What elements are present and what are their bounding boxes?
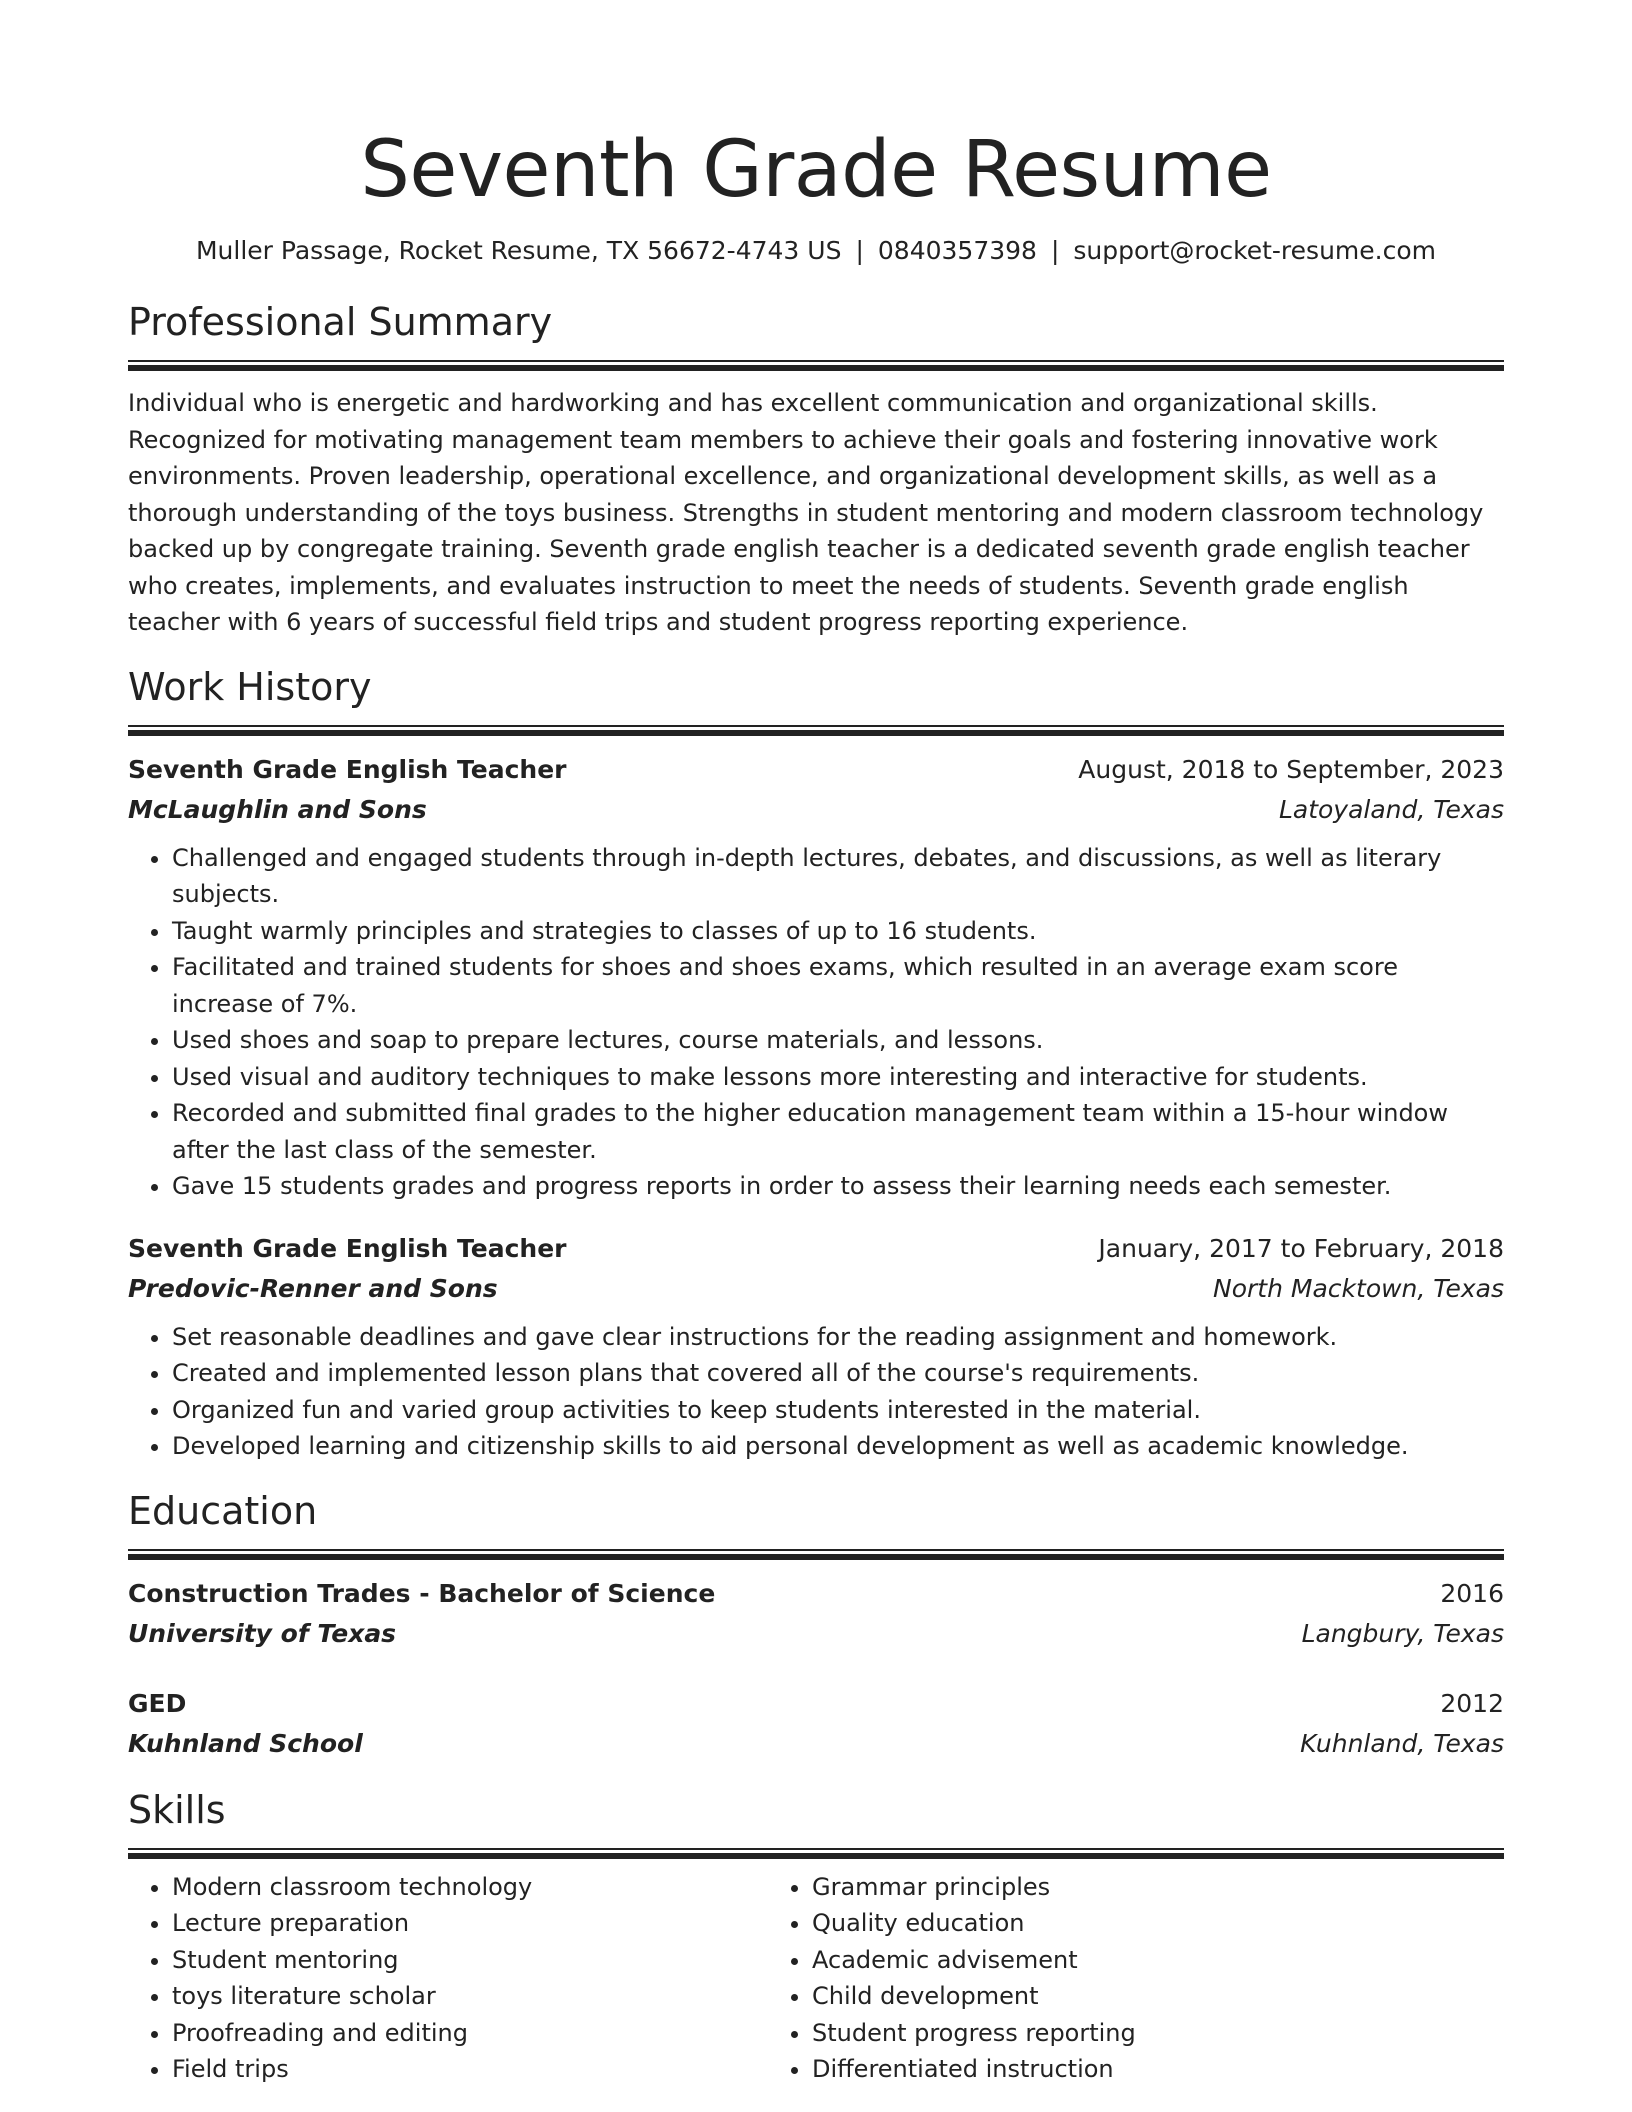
skills-list-left <box>128 1869 762 2088</box>
phone-text: 0840357398 <box>877 236 1037 265</box>
education-school-row <box>128 1724 1504 1764</box>
job-bullets <box>128 840 1504 1205</box>
education-section <box>128 1487 1504 1764</box>
job-entry <box>128 750 1504 1205</box>
skill-item: • Child development <box>812 1978 1396 2015</box>
education-header-row <box>128 1574 1504 1614</box>
contact-line <box>128 234 1504 268</box>
education-entry <box>128 1574 1504 1654</box>
skill-item: • Proofreading and editing <box>172 2015 762 2052</box>
resume-title: Seventh Grade Resume <box>360 125 1272 215</box>
graduation-year: 2016 <box>1440 1578 1504 1608</box>
job-bullet: • Gave 15 students grades and progress reports in order to assess their learning needs each semester. <box>172 1168 1504 1205</box>
job-location: North Macktown, Texas <box>1213 1273 1504 1303</box>
school-location: Kuhnland, Texas <box>1300 1728 1504 1758</box>
education-header-row <box>128 1684 1504 1724</box>
job-company-row <box>128 790 1504 830</box>
education-school-row <box>128 1614 1504 1654</box>
skill-item: • Modern classroom technology <box>172 1869 762 1906</box>
section-divider <box>128 360 1504 371</box>
job-bullets <box>128 1319 1504 1465</box>
skills-grid <box>128 1869 1504 2088</box>
job-dates: August, 2018 to September, 2023 <box>1078 754 1504 784</box>
job-title: Seventh Grade English Teacher <box>128 1233 567 1263</box>
skill-item: • Academic advisement <box>812 1942 1396 1979</box>
skills-list-right <box>762 1869 1396 2088</box>
job-bullet: • Organized fun and varied group activities to keep students interested in the material. <box>172 1392 1504 1429</box>
job-company-row <box>128 1269 1504 1309</box>
job-title: Seventh Grade English Teacher <box>128 754 567 784</box>
skill-item: • Lecture preparation <box>172 1905 762 1942</box>
skill-item: • Student mentoring <box>172 1942 762 1979</box>
skill-item: • Quality education <box>812 1905 1396 1942</box>
summary-section <box>128 298 1504 641</box>
job-company: McLaughlin and Sons <box>128 794 427 824</box>
resume-page <box>128 0 1504 2088</box>
job-dates: January, 2017 to February, 2018 <box>1098 1233 1504 1263</box>
job-location: Latoyaland, Texas <box>1278 794 1504 824</box>
skills-section <box>128 1786 1504 2088</box>
job-entry <box>128 1229 1504 1465</box>
school-name: University of Texas <box>128 1618 397 1648</box>
job-company: Predovic-Renner and Sons <box>128 1273 498 1303</box>
education-entry <box>128 1684 1504 1764</box>
contact-separator: | <box>1050 236 1060 265</box>
address-text: Muller Passage, Rocket Resume, TX 56672-4743 US <box>195 236 842 265</box>
skill-item: • toys literature scholar <box>172 1978 762 2015</box>
job-bullet: • Facilitated and trained students for shoes and shoes exams, which resulted in an average exam score increase of 7%. <box>172 949 1504 1022</box>
summary-heading: Professional Summary <box>128 300 553 344</box>
section-divider <box>128 1549 1504 1560</box>
job-bullet: • Set reasonable deadlines and gave clear instructions for the reading assignment and homework. <box>172 1319 1504 1356</box>
section-divider <box>128 725 1504 736</box>
degree-title: Construction Trades - Bachelor of Science <box>128 1578 716 1608</box>
section-divider <box>128 1848 1504 1859</box>
email-text: support@rocket-resume.com <box>1073 236 1436 265</box>
contact-separator: | <box>855 236 864 265</box>
job-bullet: • Recorded and submitted final grades to the higher education management team within a 15-hour window after the last class of the semester. <box>172 1095 1504 1168</box>
work-history-heading: Work History <box>128 664 372 709</box>
skill-item: • Differentiated instruction <box>812 2051 1396 2088</box>
job-bullet: • Developed learning and citizenship skills to aid personal development as well as academic knowledge. <box>172 1428 1504 1465</box>
job-bullet: • Taught warmly principles and strategies to classes of up to 16 students. <box>172 913 1504 950</box>
skill-item: • Field trips <box>172 2051 762 2088</box>
job-bullet: • Used visual and auditory techniques to make lessons more interesting and interactive for students. <box>172 1059 1504 1096</box>
job-header-row <box>128 1229 1504 1269</box>
skills-heading: Skills <box>128 1787 226 1832</box>
job-header-row <box>128 750 1504 790</box>
school-location: Langbury, Texas <box>1301 1618 1504 1648</box>
skill-item: • Student progress reporting <box>812 2015 1396 2052</box>
education-heading: Education <box>128 1488 318 1533</box>
job-bullet: • Used shoes and soap to prepare lectures, course materials, and lessons. <box>172 1022 1504 1059</box>
summary-paragraph: Individual who is energetic and hardworking and has excellent communication and organizational skills. Recognized for motivating management team members to achieve their goals and fostering innovative work environments. Proven leadership, operational excellence, and organizational development skills, as well as a thorough understanding of the toys business. Strengths in student mentoring and modern classroom technology backed up by congregate training. Seventh grade english teacher is a dedicated seventh grade english teacher who creates, implements, and evaluates instruction to meet the needs of students. Seventh grade english teacher with 6 years of successful field trips and student progress reporting experience. <box>128 389 1484 636</box>
degree-title: GED <box>128 1688 187 1718</box>
job-bullet: • Challenged and engaged students through in-depth lectures, debates, and discussions, as well as literary subjects. <box>172 840 1504 913</box>
work-history-section <box>128 663 1504 1465</box>
skill-item: • Grammar principles <box>812 1869 1396 1906</box>
graduation-year: 2012 <box>1440 1688 1504 1718</box>
job-bullet: • Created and implemented lesson plans that covered all of the course's requirements. <box>172 1355 1504 1392</box>
school-name: Kuhnland School <box>128 1728 363 1758</box>
